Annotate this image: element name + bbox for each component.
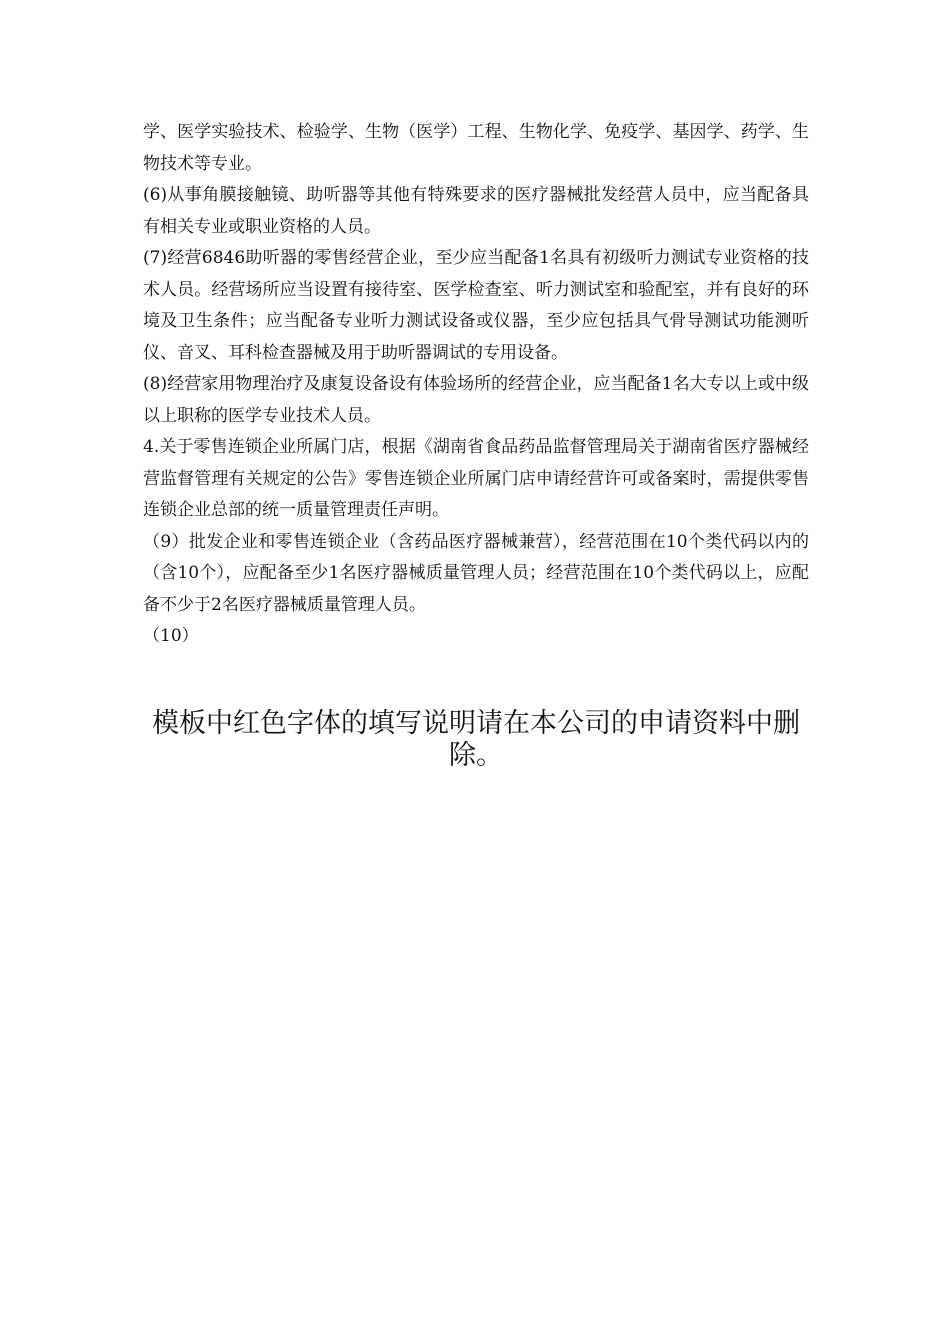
body-text (143, 117, 809, 653)
template-deletion-notice: 模板中红色字体的填写说明请在本公司的申请资料中删除。 (152, 708, 800, 771)
paragraph-major-list: 学、医学实验技术、检验学、生物（医学）工程、生物化学、免疫学、基因学、药学、生物技术等专业。 (143, 122, 809, 174)
paragraph-item-10: （10） (143, 626, 199, 646)
paragraph-item-6: (6)从事角膜接触镜、助听器等其他有特殊要求的医疗器械批发经营人员中，应当配备具有相关专业或职业资格的人员。 (143, 185, 809, 237)
paragraph-section-4: 4.关于零售连锁企业所属门店，根据《湖南省食品药品监督管理局关于湖南省医疗器械经营监督管理有关规定的公告》零售连锁企业所属门店申请经营许可或备案时，需提供零售连锁企业总部的统一质量管理责任声明。 (143, 437, 809, 520)
paragraph-item-8: (8)经营家用物理治疗及康复设备设有体验场所的经营企业，应当配备1名大专以上或中级以上职称的医学专业技术人员。 (143, 374, 809, 426)
paragraph-item-7: (7)经营6846助听器的零售经营企业，至少应当配备1名具有初级听力测试专业资格的技术人员。经营场所应当设置有接待室、医学检查室、听力测试室和验配室，并有良好的环境及卫生条件；应当配备专业听力测试设备或仪器，至少应包括具气骨导测试功能测听仪、音叉、耳科检查器械及用于助听器调试的专用设备。 (143, 248, 809, 363)
paragraph-item-9: （9）批发企业和零售连锁企业（含药品医疗器械兼营），经营范围在10个类代码以内的（含10个），应配备至少1名医疗器械质量管理人员；经营范围在10个类代码以上，应配备不少于2名医疗器械质量管理人员。 (143, 531, 809, 615)
